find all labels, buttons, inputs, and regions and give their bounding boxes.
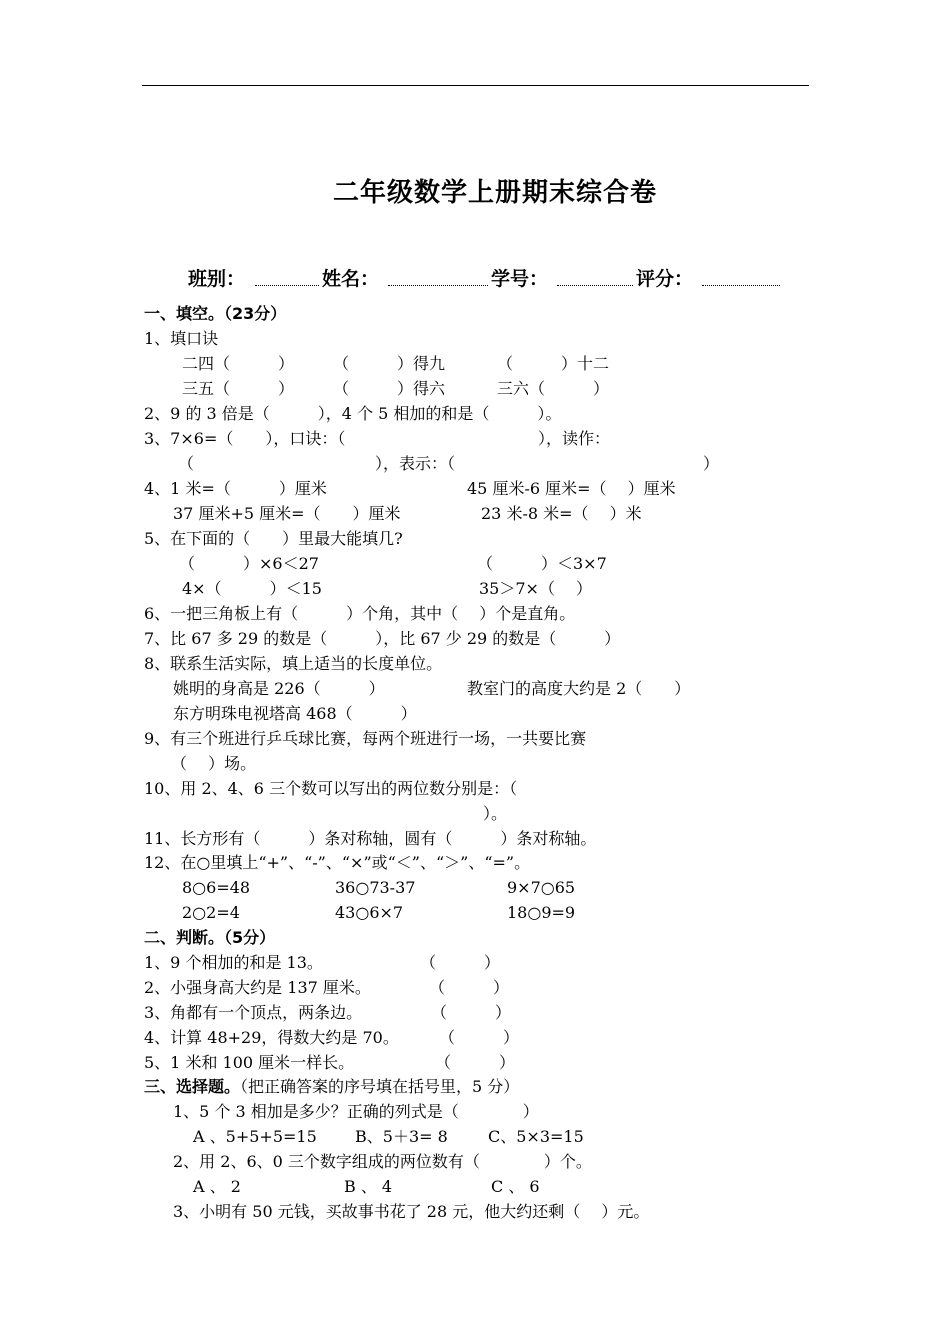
question-10-cont: ）。: [483, 804, 508, 823]
question-9: 9、有三个班进行乒乓球比赛，每两个班进行一场，一共要比赛: [144, 729, 587, 748]
section-heading-fill-in: 一、填空。（23分）: [144, 304, 287, 323]
question-12-item: 8○6=48: [182, 878, 251, 897]
question-8-item: 东方明珠电视塔高 468（ ）: [173, 704, 417, 723]
question-9-cont: （ ）场。: [171, 754, 257, 773]
section-heading-multiple-choice: [144, 1077, 519, 1097]
question-8-item: 姚明的身高是 226（ ）: [173, 679, 385, 698]
judgment-item: 2、小强身高大约是 137 厘米。: [144, 978, 371, 997]
question-4-item: 4、1 米=（ ）厘米: [144, 479, 327, 498]
question-1-item: （ ）十二: [497, 354, 610, 373]
judgment-item: 1、9 个相加的和是 13。: [144, 953, 323, 972]
judgment-answer-paren[interactable]: （ ）: [429, 978, 510, 997]
question-3: 3、7×6=（ ），口诀：（: [144, 429, 346, 448]
question-3-cont: ）: [703, 454, 720, 473]
choice-option[interactable]: A 、5+5+5=15: [193, 1127, 317, 1146]
name-blank[interactable]: [388, 285, 488, 286]
choice-question-3: 3、小明有 50 元钱，买故事书花了 28 元，他大约还剩（ ）元。: [173, 1202, 650, 1221]
student-id-blank[interactable]: [557, 285, 633, 286]
question-1-item: 二四（ ）: [182, 354, 295, 373]
question-4-item: 23 米-8 米=（ ）米: [481, 504, 642, 523]
choice-question-1: 1、5 个 3 相加是多少？正确的列式是（ ）: [173, 1102, 539, 1121]
question-3-cont: （: [178, 454, 195, 473]
choice-option[interactable]: A 、 2: [193, 1177, 241, 1196]
judgment-answer-paren[interactable]: （ ）: [420, 953, 501, 972]
question-3-cont: ），表示：（: [375, 454, 456, 473]
section-note: （把正确答案的序号填在括号里，5 分）: [240, 1077, 520, 1096]
question-12: 12、在○里填上“+”、“-”、“×”或“＜”、“＞”、“=”。: [144, 853, 531, 872]
question-1-item: （ ）得九: [333, 354, 446, 373]
question-5: 5、在下面的（ ）里最大能填几?: [144, 529, 403, 548]
choice-option[interactable]: B、5＋3= 8: [355, 1127, 448, 1146]
question-12-item: 9×7○65: [507, 878, 576, 897]
judgment-answer-paren[interactable]: （ ）: [435, 1053, 516, 1072]
judgment-item: 4、计算 48+29，得数大约是 70。: [144, 1028, 399, 1047]
question-4-item: 45 厘米-6 厘米=（ ）厘米: [467, 479, 676, 498]
question-11: 11、长方形有（ ）条对称轴，圆有（ ）条对称轴。: [144, 829, 597, 848]
section-heading-text: 三、选择题。: [144, 1077, 241, 1096]
class-label: 班别：: [188, 268, 246, 290]
score-blank[interactable]: [702, 285, 780, 286]
question-8-item: 教室门的高度大约是 2（ ）: [467, 679, 691, 698]
question-5-item: （ ）×6＜27: [179, 554, 319, 573]
question-12-item: 43○6×7: [335, 903, 404, 922]
question-10: 10、用 2、4、6 三个数可以写出的两位数分别是：（: [144, 779, 518, 798]
question-1-item: （ ）得六: [333, 379, 446, 398]
question-1-item: 三五（ ）: [182, 379, 295, 398]
question-5-item: 35＞7×（ ）: [479, 579, 593, 598]
choice-option[interactable]: C 、 6: [491, 1177, 540, 1196]
question-1: 1、填口诀: [144, 329, 219, 348]
student-id-label: 学号：: [491, 268, 549, 290]
choice-option[interactable]: C、5×3=15: [488, 1127, 584, 1146]
score-label: 评分：: [636, 268, 694, 290]
page-title: 二年级数学上册期末综合卷: [332, 178, 657, 208]
name-label: 姓名：: [322, 268, 380, 290]
section-heading-true-false: 二、判断。（5分）: [144, 928, 276, 947]
judgment-item: 3、角都有一个顶点，两条边。: [144, 1003, 363, 1022]
choice-option[interactable]: B 、 4: [344, 1177, 393, 1196]
choice-question-2: 2、用 2、6、0 三个数字组成的两位数有（ ）个。: [173, 1152, 592, 1171]
top-rule: [142, 85, 809, 86]
question-5-item: （ ）＜3×7: [477, 554, 607, 573]
question-5-item: 4×（ ）＜15: [182, 579, 322, 598]
question-12-item: 2○2=4: [182, 903, 240, 922]
question-2: 2、9 的 3 倍是（ ），4 个 5 相加的和是（ ）。: [144, 404, 562, 423]
question-12-item: 36○73-37: [335, 878, 416, 897]
judgment-answer-paren[interactable]: （ ）: [439, 1028, 520, 1047]
judgment-item: 5、1 米和 100 厘米一样长。: [144, 1053, 355, 1072]
class-blank[interactable]: [255, 285, 319, 286]
judgment-answer-paren[interactable]: （ ）: [431, 1003, 512, 1022]
question-8: 8、联系生活实际，填上适当的长度单位。: [144, 654, 443, 673]
question-7: 7、比 67 多 29 的数是（ ），比 67 少 29 的数是（ ）: [144, 629, 621, 648]
question-12-item: 18○9=9: [507, 903, 576, 922]
question-3-cont: ），读作：: [538, 429, 611, 448]
question-1-item: 三六（ ）: [497, 379, 610, 398]
question-4-item: 37 厘米+5 厘米=（ ）厘米: [173, 504, 401, 523]
question-6: 6、一把三角板上有（ ）个角，其中（ ）个是直角。: [144, 604, 576, 623]
